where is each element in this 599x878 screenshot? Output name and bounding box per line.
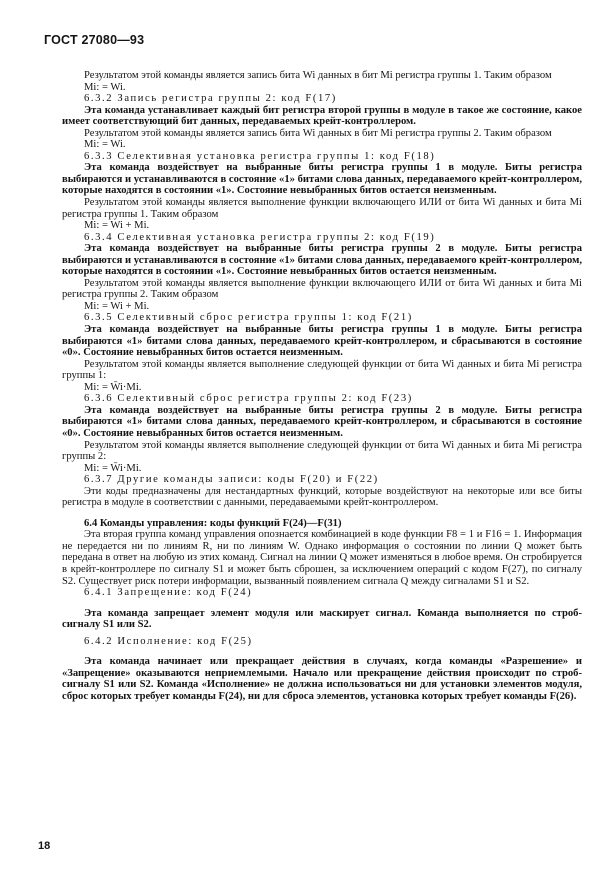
paragraph: Mi: = Wi + Mi.	[84, 300, 150, 312]
paragraph: Mi: = W̄i·Mi.	[84, 462, 142, 474]
document-body	[62, 70, 582, 702]
paragraph: Результатом этой команды является выполнение функции включающего ИЛИ от бита Wi данных и бита Mi регистра группы 2. Таким образом	[62, 277, 582, 301]
paragraph: Результатом этой команды является запись бита Wi данных в бит Mi регистра группы 2. Таким образом	[84, 127, 552, 139]
paragraph: Mi: = Wi + Mi.	[84, 220, 150, 232]
paragraph: Результатом этой команды является выполнение функции включающего ИЛИ от бита Wi данных и бита Mi регистра группы 1. Таким образом	[62, 197, 582, 220]
paragraph: Эта команда воздействует на выбранные биты регистра группы 2 в модуле. Биты регистра выбираются «1» битами слова данных, передаваемого крейт-контроллером, и сбрасываются в состояние «0». Состояние невыбранных битов остается неизменным.	[62, 404, 582, 439]
paragraph: Mi: = Wi.	[84, 139, 126, 151]
paragraph: 6.4.2 Исполнение: код F(25)	[84, 635, 253, 647]
paragraph: Эта команда воздействует на выбранные биты регистра группы 1 в модуле. Биты регистра выбираются «1» битами слова данных, передаваемого крейт-контроллером, и сбрасываются в состояние «0». Состояние невыбранных битов остается неизменным.	[62, 324, 582, 359]
paragraph: Эта команда запрещает элемент модуля или маскирует сигнал. Команда выполняется по строб-сигналу S1 или S2.	[62, 607, 582, 631]
paragraph: 6.3.6 Селективный сброс регистра группы 2: код F(23)	[84, 393, 413, 405]
paragraph: 6.3.7 Другие команды записи: коды F(20) и F(22)	[84, 474, 379, 486]
paragraph: Эта команда устанавливает каждый бит регистра второй группы в модуле в такое же состояние, какое имеет соответствующий бит данных, передаваемых крейт-контроллером.	[62, 104, 582, 128]
paragraph: Эта команда начинает или прекращает действия в случаях, когда команды «Разрешение» и «Запрещение» оказываются неприемлемыми. Начало или прекращение действия происходит по строб-сигналу S1 или S2. Команда «Исполнение» не должна использоваться ни для установки элементов модуля, сброс которых требует команды F(24), ни для сброса элементов, установка которых требует команды F(26).	[62, 656, 582, 702]
paragraph: 6.3.5 Селективный сброс регистра группы 1: код F(21)	[84, 312, 413, 324]
paragraph: Эти коды предназначены для нестандартных функций, которые воздействуют на некоторые или все биты регистра в модуле в соответствии с данными, передаваемыми крейт-контроллером.	[62, 485, 582, 509]
paragraph: Результатом этой команды является выполнение следующей функции от бита Wi данных и бита Mi регистра группы 1:	[62, 358, 582, 382]
page-number: 18	[38, 840, 51, 852]
paragraph: Mi: = Wi.	[84, 81, 126, 93]
paragraph: Результатом этой команды является запись бита Wi данных в бит Mi регистра группы 1. Таким образом	[84, 70, 552, 81]
paragraph: 6.3.3 Селективная установка регистра группы 1: код F(18)	[84, 150, 436, 162]
paragraph: Результатом этой команды является выполнение следующей функции от бита Wi данных и бита Mi регистра группы 2:	[62, 439, 582, 463]
paragraph: Эта команда воздействует на выбранные биты регистра группы 1 в модуле. Биты регистра выбираются и устанавливаются в состояние «1» битами слова данных, передаваемого крейт-контроллером, которые находятся в состоянии «1». Состояние невыбранных битов остается неизменным.	[62, 162, 582, 197]
paragraph: 6.4.1 Запрещение: код F(24)	[84, 587, 253, 599]
paragraph: 6.4 Команды управления: коды функций F(24)—F(31)	[84, 517, 342, 529]
paragraph: 6.3.4 Селективная установка регистра группы 2: код F(19)	[84, 231, 436, 243]
paragraph: 6.3.2 Запись регистра группы 2: код F(17)	[84, 93, 337, 105]
paragraph: Mi: = W̄i·Mi.	[84, 381, 142, 393]
paragraph: Эта команда воздействует на выбранные биты регистра группы 2 в модуле. Биты регистра выбираются и устанавливаются в состояние «1» битами слова данных, передаваемого крейт-контроллером, которые находятся в состоянии «1». Состояние невыбранных битов остается неизменным.	[62, 243, 582, 278]
standard-header: ГОСТ 27080—93	[44, 33, 145, 47]
paragraph: Эта вторая группа команд управления опознается комбинацией в коде функции F8 = 1 и F16 = 1. Информация не передается ни по линиям R, ни по линиям W. Однако информация о состоянии по линии Q может быть передана в ответ на любую из этих команд. Сигнал на линии Q может изменяться в любое время. Он стробируется в крейт-контроллере по сигналу S1 и может быть сброшен, за исключением операций с кодом F(27), по сигналу S2. Существует риск потери информации, вызванный появлением сигнала Q между сигналами S1 и S2.	[62, 529, 582, 587]
